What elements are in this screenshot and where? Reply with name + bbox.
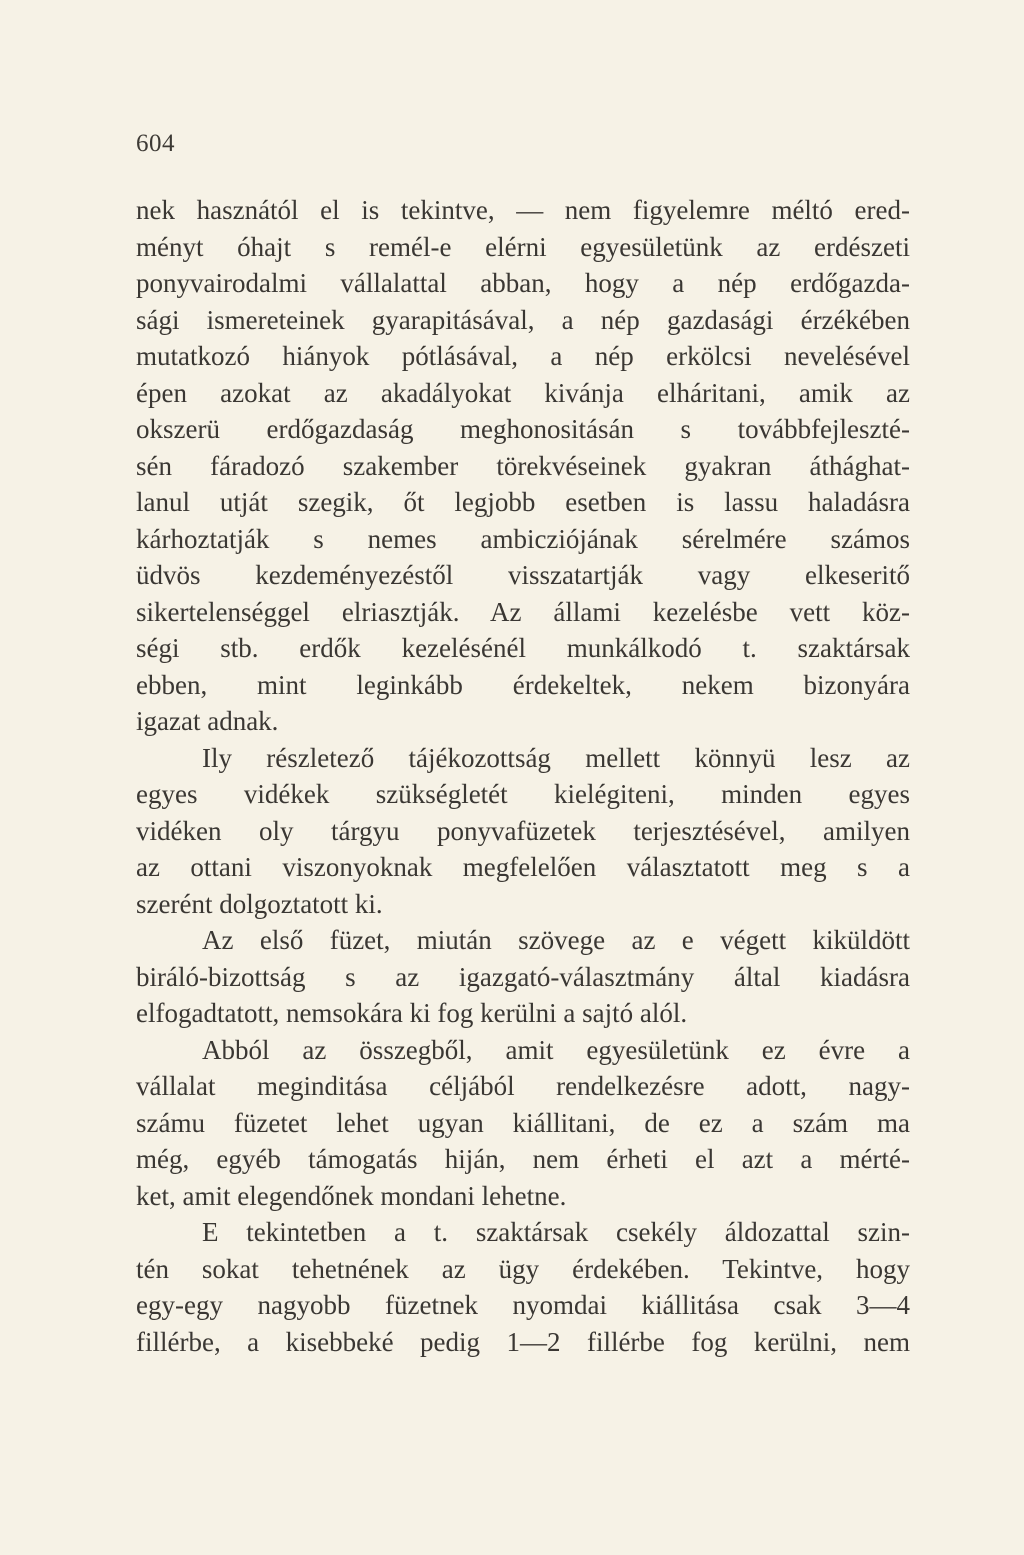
body-text xyxy=(136,192,910,1360)
text-line: lanul utját szegik, őt legjobb esetben is lassu haladásra xyxy=(136,487,910,517)
text-line: üdvös kezdeményezéstől visszatartják vagy elkeseritő xyxy=(136,560,910,590)
text-line: Ily részletező tájékozottság mellett könnyü lesz az xyxy=(202,742,910,773)
text-line: tén sokat tehetnének az ügy érdekében. Tekintve, hogy xyxy=(136,1253,910,1284)
text-line: ményt óhajt s remél-e elérni egyesületünk az erdészeti xyxy=(136,231,910,262)
text-line: okszerü erdőgazdaság meghonositásán s továbbfejleszté- xyxy=(136,414,910,444)
text-line: ponyvairodalmi vállalattal abban, hogy a nép erdőgazda- xyxy=(136,268,910,298)
text-line: épen azokat az akadályokat kivánja elháritani, amik az xyxy=(136,377,910,408)
text-line: E tekintetben a t. szaktársak csekély áldozattal szin- xyxy=(202,1217,910,1247)
text-line: vállalat meginditása céljából rendelkezésre adott, nagy- xyxy=(136,1071,910,1101)
text-line: sén fáradozó szakember törekvéseinek gyakran áthághat- xyxy=(136,450,910,481)
text-line: Abból az összegből, amit egyesületünk ez évre a xyxy=(202,1034,910,1065)
text-line: az ottani viszonyoknak megfelelően választatott meg s a xyxy=(136,852,910,882)
text-line: ket, amit elegendőnek mondani lehetne. xyxy=(136,1180,567,1211)
text-line: vidéken oly tárgyu ponyvafüzetek terjesztésével, amilyen xyxy=(136,815,910,846)
text-line: ebben, mint leginkább érdekeltek, nekem bizonyára xyxy=(136,669,910,700)
text-line: egy-egy nagyobb füzetnek nyomdai kiállitása csak 3—4 xyxy=(136,1290,910,1320)
text-line: biráló-bizottság s az igazgató-választmány által kiadásra xyxy=(136,961,910,992)
text-line: fillérbe, a kisebbeké pedig 1—2 fillérbe fog kerülni, nem xyxy=(136,1326,910,1357)
text-line: kárhoztatják s nemes ambicziójának sérelmére számos xyxy=(136,523,910,554)
text-line: nek hasznától el is tekintve, — nem figyelemre méltó ered- xyxy=(136,195,910,225)
text-line: számu füzetet lehet ugyan kiállitani, de ez a szám ma xyxy=(136,1107,910,1138)
text-line: sági ismereteinek gyarapitásával, a nép gazdasági érzékében xyxy=(136,304,910,335)
text-line: szerént dolgoztatott ki. xyxy=(136,888,383,919)
text-line: még, egyéb támogatás hiján, nem érheti el azt a mérté- xyxy=(136,1144,910,1174)
text-line: Az első füzet, miután szövege az e végett kiküldött xyxy=(202,925,910,955)
text-line: ségi stb. erdők kezelésénél munkálkodó t. szaktársak xyxy=(136,633,910,663)
page-number: 604 xyxy=(136,130,175,157)
text-line: igazat adnak. xyxy=(136,706,279,736)
text-line: egyes vidékek szükségletét kielégiteni, minden egyes xyxy=(136,779,910,809)
text-line: elfogadtatott, nemsokára ki fog kerülni a sajtó alól. xyxy=(136,998,688,1028)
text-line: sikertelenséggel elriasztják. Az állami kezelésbe vett köz- xyxy=(136,596,910,627)
text-line: mutatkozó hiányok pótlásával, a nép erkölcsi nevelésével xyxy=(136,341,910,371)
